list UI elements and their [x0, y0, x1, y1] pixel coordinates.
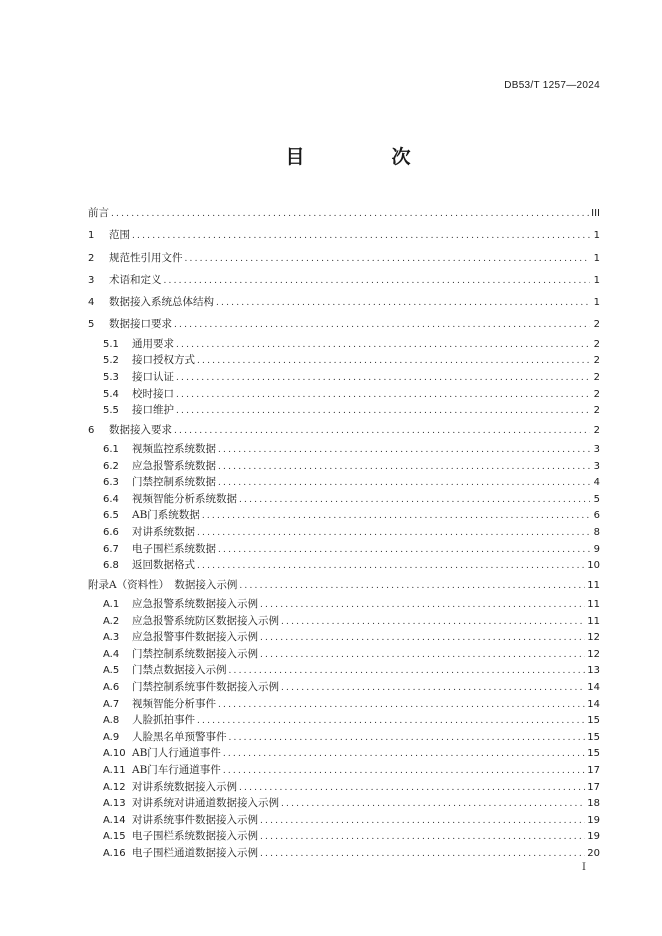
toc-entry-title: 附录A（资料性） 数据接入示例 — [88, 578, 238, 591]
toc-entry-title: 规范性引用文件 — [109, 251, 183, 264]
toc-entry-number: 6.8 — [103, 560, 119, 572]
toc-dot-leader — [260, 647, 585, 664]
toc-dot-leader — [111, 203, 589, 225]
toc-entry-page: 1 — [593, 274, 600, 286]
toc-dot-leader — [223, 746, 585, 763]
toc-entry-number: A.5 — [103, 665, 120, 677]
toc-entry-number: A.11 — [103, 765, 126, 777]
toc-entry-page: 17 — [587, 781, 600, 793]
toc-entry-page: 12 — [587, 648, 600, 660]
toc-entry-page: 1 — [593, 230, 600, 242]
toc-dot-leader — [281, 680, 585, 697]
toc-entry-page: 11 — [587, 599, 600, 611]
toc-entry[interactable] — [88, 845, 600, 862]
toc-entry-title: 人脸黑名单预警事件 — [132, 730, 227, 743]
toc-entry-title: 数据接口要求 — [109, 318, 172, 331]
table-of-contents — [88, 202, 600, 862]
toc-entry-number: 6 — [88, 424, 95, 436]
toc-dot-leader — [132, 225, 590, 247]
toc-entry-title: 术语和定义 — [109, 273, 162, 286]
toc-entry[interactable] — [88, 202, 600, 224]
toc-entry-number: A.8 — [103, 715, 120, 727]
toc-dot-leader — [202, 508, 590, 525]
toc-entry-page: 3 — [593, 460, 600, 472]
toc-entry-title: AB门人行通道事件 — [132, 747, 221, 760]
toc-entry[interactable] — [88, 613, 600, 630]
toc-entry[interactable] — [88, 352, 600, 369]
toc-entry-title: 对讲系统事件数据接入示例 — [132, 813, 258, 826]
toc-entry[interactable] — [88, 557, 600, 574]
toc-entry-number: 6.7 — [103, 543, 119, 555]
toc-entry-number: 1 — [88, 230, 95, 242]
toc-entry-title: 门禁控制系统数据接入示例 — [132, 647, 258, 660]
toc-entry-number: A.15 — [103, 831, 126, 843]
toc-entry-page: 11 — [587, 579, 600, 591]
toc-entry-page: 11 — [587, 615, 600, 627]
toc-entry-number: 5.5 — [103, 405, 119, 417]
toc-dot-leader — [197, 558, 585, 575]
page-number: I — [582, 862, 586, 873]
toc-entry-title: 前言 — [88, 207, 109, 219]
toc-entry-page: 5 — [593, 493, 600, 505]
toc-entry[interactable] — [88, 828, 600, 845]
toc-entry-page: 10 — [587, 560, 600, 572]
toc-entry-page: 4 — [593, 477, 600, 489]
toc-dot-leader — [197, 713, 585, 730]
toc-entry-title: 电子围栏系统数据接入示例 — [132, 830, 258, 843]
toc-dot-leader — [197, 353, 590, 370]
toc-dot-leader — [174, 420, 590, 442]
toc-entry[interactable] — [88, 336, 600, 353]
toc-entry-page: 18 — [587, 798, 600, 810]
toc-entry-title: 接口授权方式 — [132, 354, 195, 367]
toc-dot-leader — [260, 829, 585, 846]
toc-entry[interactable] — [88, 679, 600, 696]
toc-entry-page: 9 — [593, 543, 600, 555]
toc-dot-leader — [239, 780, 585, 797]
toc-entry-page: 15 — [587, 715, 600, 727]
toc-entry-title: 接口维护 — [132, 404, 174, 417]
toc-dot-leader — [218, 442, 590, 459]
toc-entry-page: 15 — [587, 748, 600, 760]
toc-entry-title: 对讲系统对讲通道数据接入示例 — [132, 797, 279, 810]
toc-entry-page: 6 — [593, 510, 600, 522]
toc-entry-number: 6.5 — [103, 510, 119, 522]
toc-entry-title: 视频智能分析事件 — [132, 697, 216, 710]
toc-entry-title: 对讲系统数据 — [132, 526, 195, 539]
toc-entry[interactable] — [88, 269, 600, 291]
toc-entry[interactable] — [88, 696, 600, 713]
toc-dot-leader — [260, 597, 585, 614]
toc-entry-title: 应急报警事件数据接入示例 — [132, 631, 258, 644]
toc-entry-page: 12 — [587, 632, 600, 644]
toc-entry-title: 视频智能分析系统数据 — [132, 492, 237, 505]
toc-entry-number: A.3 — [103, 632, 120, 644]
toc-dot-leader — [216, 292, 590, 314]
toc-entry-page: 14 — [587, 698, 600, 710]
toc-entry-title: 视频监控系统数据 — [132, 443, 216, 456]
toc-entry-number: A.16 — [103, 848, 126, 859]
toc-entry-page: 19 — [587, 831, 600, 843]
toc-entry-page: 13 — [587, 665, 600, 677]
toc-entry-title: AB门系统数据 — [132, 509, 200, 522]
toc-entry-title: 电子围栏系统数据 — [132, 542, 216, 555]
toc-entry-title: 应急报警系统数据接入示例 — [132, 598, 258, 611]
toc-entry-title: 数据接入要求 — [109, 423, 172, 436]
toc-entry[interactable] — [88, 762, 600, 779]
toc-entry-page: 3 — [593, 444, 600, 456]
toc-entry-number: A.14 — [103, 814, 126, 826]
toc-entry[interactable] — [88, 474, 600, 491]
toc-entry-number: A.13 — [103, 798, 126, 810]
toc-entry[interactable] — [88, 369, 600, 386]
toc-dot-leader — [185, 248, 591, 270]
toc-entry-title: 数据接入系统总体结构 — [109, 296, 214, 309]
toc-dot-leader — [229, 663, 586, 680]
toc-entry-number: A.9 — [103, 731, 120, 743]
toc-entry[interactable] — [88, 507, 600, 524]
toc-entry[interactable] — [88, 419, 600, 441]
toc-entry-number: 4 — [88, 297, 95, 309]
toc-entry-title: 门禁控制系统数据 — [132, 476, 216, 489]
toc-entry-page: 15 — [587, 731, 600, 743]
toc-entry-page: 20 — [587, 848, 600, 859]
toc-entry-number: A.2 — [103, 615, 120, 627]
toc-entry-title: 对讲系统数据接入示例 — [132, 780, 237, 793]
toc-entry-number: 6.3 — [103, 477, 119, 489]
toc-dot-leader — [281, 796, 585, 813]
toc-entry-number: 5.1 — [103, 338, 119, 350]
toc-entry-title: 接口认证 — [132, 370, 174, 383]
toc-entry-title: 电子围栏通道数据接入示例 — [132, 847, 258, 859]
toc-entry-number: 6.2 — [103, 460, 119, 472]
toc-entry[interactable] — [88, 541, 600, 558]
toc-entry[interactable] — [88, 779, 600, 796]
toc-entry-number: 2 — [88, 252, 95, 264]
toc-entry-page: 2 — [593, 388, 600, 400]
toc-dot-leader — [260, 630, 585, 647]
toc-entry[interactable] — [88, 491, 600, 508]
toc-entry-title: 校时接口 — [132, 387, 174, 400]
toc-entry-page: 8 — [593, 527, 600, 539]
toc-entry-title: 通用要求 — [132, 337, 174, 350]
toc-dot-leader — [223, 763, 585, 780]
toc-entry[interactable] — [88, 712, 600, 729]
toc-entry[interactable] — [88, 745, 600, 762]
toc-entry-page: 2 — [593, 424, 600, 436]
toc-entry-title: 应急报警系统防区数据接入示例 — [132, 614, 279, 627]
toc-entry[interactable] — [88, 812, 600, 829]
toc-entry-number: 6.1 — [103, 444, 119, 456]
toc-entry[interactable] — [88, 729, 600, 746]
toc-entry-page: 14 — [587, 682, 600, 694]
toc-dot-leader — [218, 475, 590, 492]
toc-dot-leader — [176, 403, 590, 420]
toc-dot-leader — [164, 270, 591, 292]
page-title: 目 次 — [285, 146, 445, 168]
toc-entry-number: 5.4 — [103, 388, 119, 400]
toc-entry-title: 门禁点数据接入示例 — [132, 664, 227, 677]
toc-entry[interactable] — [88, 313, 600, 335]
toc-entry-page: 2 — [593, 338, 600, 350]
toc-entry-number: 3 — [88, 274, 95, 286]
toc-entry-page: 17 — [587, 765, 600, 777]
toc-entry-number: A.4 — [103, 648, 120, 660]
toc-entry-page: 19 — [587, 814, 600, 826]
toc-entry-number: A.6 — [103, 682, 120, 694]
toc-entry-number: A.1 — [103, 599, 120, 611]
toc-entry[interactable] — [88, 441, 600, 458]
toc-dot-leader — [197, 525, 590, 542]
toc-dot-leader — [176, 337, 590, 354]
toc-entry[interactable] — [88, 795, 600, 812]
toc-dot-leader — [239, 492, 590, 509]
toc-entry[interactable] — [88, 596, 600, 613]
toc-entry-page: 2 — [593, 405, 600, 417]
toc-entry-page: 2 — [593, 371, 600, 383]
toc-dot-leader — [281, 614, 585, 631]
toc-entry[interactable] — [88, 662, 600, 679]
toc-entry-page: 1 — [593, 297, 600, 309]
toc-entry[interactable] — [88, 458, 600, 475]
toc-entry-number: 6.4 — [103, 493, 119, 505]
toc-dot-leader — [174, 314, 590, 336]
toc-entry[interactable] — [88, 386, 600, 403]
toc-dot-leader — [176, 387, 590, 404]
toc-entry[interactable] — [88, 524, 600, 541]
toc-entry-title: AB门车行通道事件 — [132, 764, 221, 777]
toc-entry-number: 6.6 — [103, 527, 119, 539]
toc-entry-title: 范围 — [109, 229, 130, 242]
toc-dot-leader — [218, 697, 585, 714]
toc-entry[interactable] — [88, 291, 600, 313]
toc-entry-page: 1 — [593, 252, 600, 264]
toc-entry[interactable] — [88, 402, 600, 419]
toc-entry-title: 应急报警系统数据 — [132, 459, 216, 472]
toc-dot-leader — [260, 813, 585, 830]
toc-entry-page: III — [591, 208, 600, 219]
toc-dot-leader — [218, 542, 590, 559]
toc-entry-number: 5 — [88, 319, 95, 331]
toc-entry[interactable] — [88, 574, 600, 596]
toc-entry[interactable] — [88, 646, 600, 663]
toc-entry[interactable] — [88, 224, 600, 246]
toc-dot-leader — [239, 575, 585, 597]
toc-dot-leader — [229, 730, 586, 747]
document-code: DB53/T 1257—2024 — [504, 80, 600, 91]
toc-entry[interactable] — [88, 629, 600, 646]
toc-dot-leader — [260, 846, 585, 863]
toc-entry-number: A.10 — [103, 748, 126, 760]
toc-entry-title: 门禁控制系统事件数据接入示例 — [132, 681, 279, 694]
toc-entry-number: A.7 — [103, 698, 120, 710]
toc-entry-title: 返回数据格式 — [132, 559, 195, 572]
toc-entry[interactable] — [88, 247, 600, 269]
toc-entry-page: 2 — [593, 319, 600, 331]
toc-dot-leader — [218, 459, 590, 476]
toc-entry-number: 5.2 — [103, 355, 119, 367]
toc-dot-leader — [176, 370, 590, 387]
toc-entry-page: 2 — [593, 355, 600, 367]
toc-entry-number: A.12 — [103, 781, 126, 793]
toc-entry-title: 人脸抓拍事件 — [132, 714, 195, 727]
toc-entry-number: 5.3 — [103, 371, 119, 383]
